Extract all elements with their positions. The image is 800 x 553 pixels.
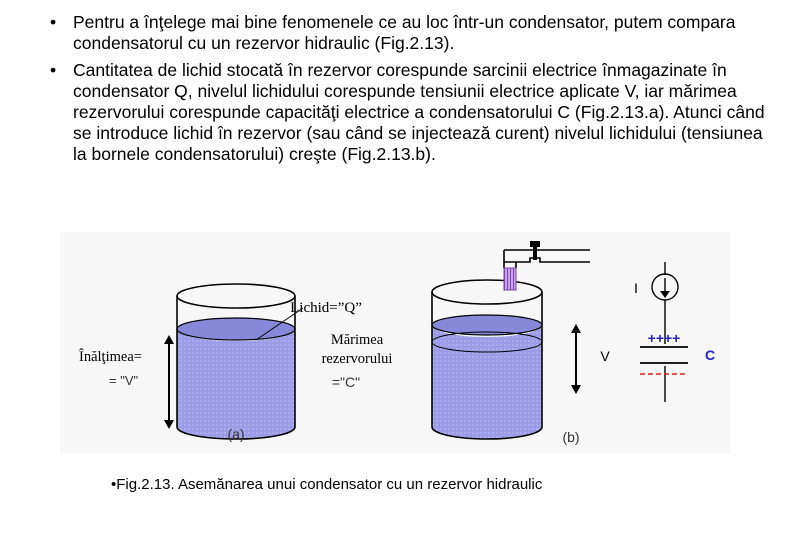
bullet-list xyxy=(50,12,770,171)
liquid-surface-a xyxy=(177,318,295,340)
bullet-text: Cantitatea de lichid stocată în rezervor corespunde sarcinii electrice înmagazinate în condensator Q, nivelul lichidului corespunde tensiunii electrice aplicate V, iar mărimea rezervorului corespunde capacităţi electrice a condensatorului C (Fig.2.13.a). Atunci când se introduce lichid în rezervor (sau când se injectează curent) nivelul lichidului (tensiunea la bornele condensatorului) creşte (Fig.2.13.b). xyxy=(73,60,765,164)
bullet-item-2 xyxy=(50,60,770,165)
size-label-line2: rezervorului xyxy=(321,351,393,367)
bullet-text: Pentru a înţelege mai bine fenomenele ce au loc într-un condensator, putem compara condensatorul cu un rezervor hidraulic (Fig.2.13). xyxy=(73,12,736,53)
height-label: Înălţimea= xyxy=(79,349,142,365)
bullet-marker: • xyxy=(50,12,57,32)
capacitor-plus-signs: ++++ xyxy=(647,330,681,346)
bullet-marker: • xyxy=(50,60,57,80)
reservoir-figure xyxy=(60,232,730,454)
size-label-line1: Mărimea xyxy=(330,332,384,348)
liquid-body-a xyxy=(177,329,295,439)
height-label-equals: = "V" xyxy=(109,373,139,388)
liquid-label: Lichid=”Q” xyxy=(290,300,362,316)
diagram-panel xyxy=(60,232,730,454)
reservoir-diagram xyxy=(60,232,730,454)
liquid-body-b xyxy=(432,325,542,439)
liquid-stream xyxy=(504,268,516,290)
subfigure-label-b: (b) xyxy=(562,429,580,445)
bullet-item-1 xyxy=(50,12,770,54)
figure-caption: •Fig.2.13. Asemănarea unui condensator cu un rezervor hidraulic xyxy=(111,476,543,493)
voltage-label: V xyxy=(600,348,610,364)
size-label-equals: ="C" xyxy=(331,374,361,390)
current-label: I xyxy=(634,280,638,296)
capacitance-label: C xyxy=(704,347,716,363)
subfigure-label-a: (a) xyxy=(227,426,245,442)
